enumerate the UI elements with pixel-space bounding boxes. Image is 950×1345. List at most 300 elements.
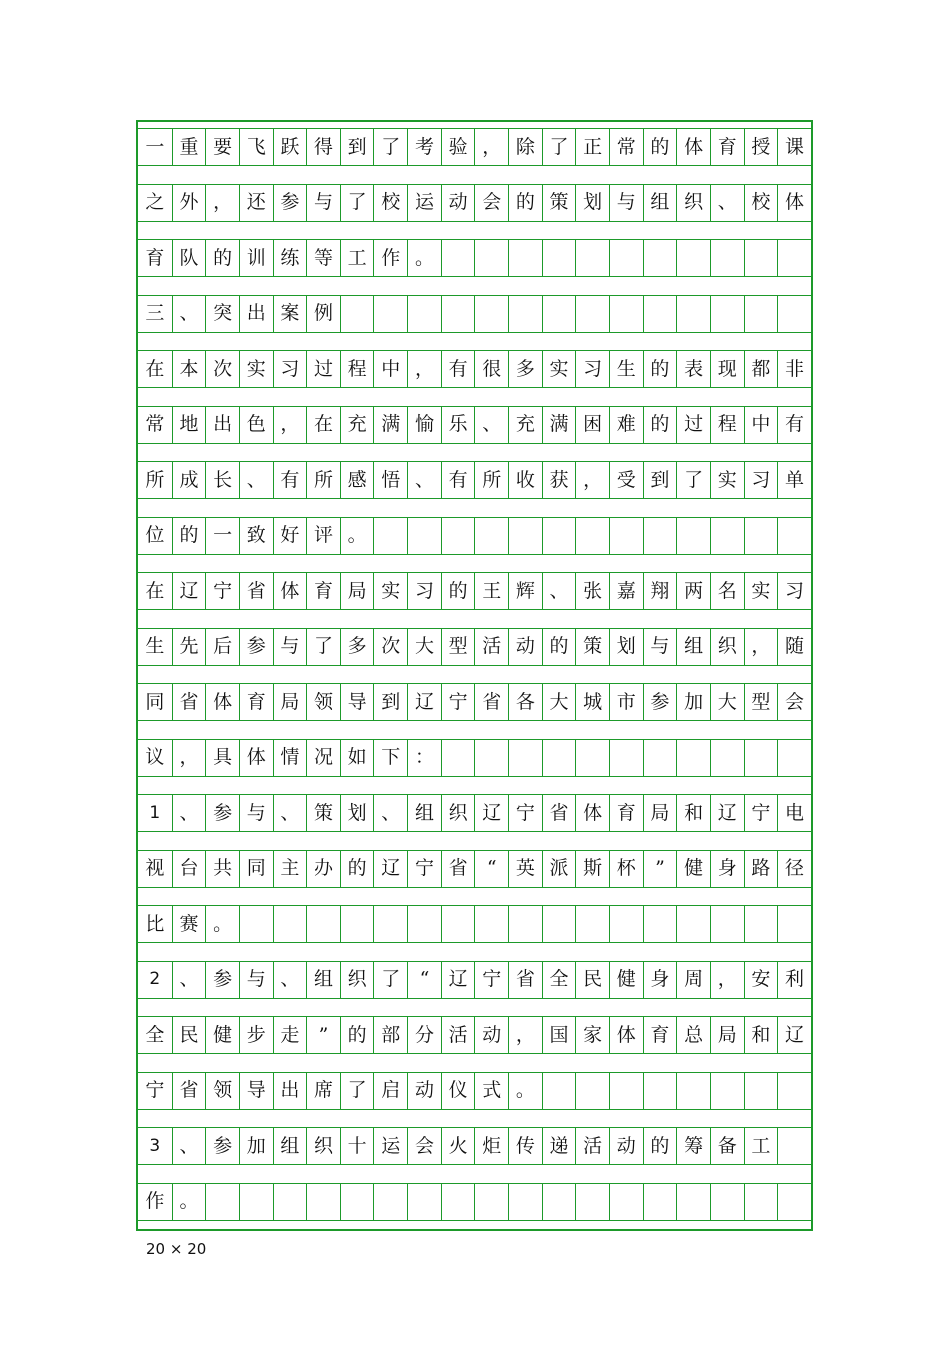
- grid-cell: 难: [609, 406, 643, 444]
- grid-cell: 生: [138, 628, 172, 666]
- grid-cell: [542, 739, 576, 777]
- grid-cell: 十: [340, 1127, 374, 1165]
- grid-cell: 与: [643, 628, 677, 666]
- grid-row: [138, 628, 811, 666]
- grid-cell: 获: [542, 461, 576, 499]
- grid-cell: 身: [643, 961, 677, 999]
- grid-cell: 习: [575, 350, 609, 388]
- grid-cell: 策: [542, 184, 576, 222]
- grid-cell: 宁: [441, 683, 475, 721]
- grid-cell: [676, 1072, 710, 1110]
- grid-cell: 了: [306, 628, 340, 666]
- grid-cell: 全: [542, 961, 576, 999]
- grid-cell: “: [407, 961, 441, 999]
- grid-cell: [575, 517, 609, 555]
- grid-cell: [575, 239, 609, 277]
- grid-cell: 到: [643, 461, 677, 499]
- grid-cell: 局: [643, 794, 677, 832]
- grid-cell: [575, 295, 609, 333]
- grid-cell: [306, 1183, 340, 1221]
- grid-row: [138, 683, 811, 721]
- grid-cell: 视: [138, 850, 172, 888]
- grid-cell: 省: [172, 1072, 206, 1110]
- grid-cell: 席: [306, 1072, 340, 1110]
- grid-cell: 的: [340, 1016, 374, 1054]
- grid-cell: 到: [373, 683, 407, 721]
- grid-cell: 大: [407, 628, 441, 666]
- grid-cell: 织: [710, 628, 744, 666]
- grid-cell: 非: [777, 350, 811, 388]
- grid-cell: 生: [609, 350, 643, 388]
- grid-cell: 成: [172, 461, 206, 499]
- grid-cell: 有: [441, 461, 475, 499]
- grid-cell: 步: [239, 1016, 273, 1054]
- grid-cell: [239, 905, 273, 943]
- grid-cell: 辽: [373, 850, 407, 888]
- grid-cell: 组: [407, 794, 441, 832]
- grid-cell: 身: [710, 850, 744, 888]
- grid-cell: 民: [172, 1016, 206, 1054]
- grid-cell: 省: [239, 572, 273, 610]
- grid-cell: 多: [508, 350, 542, 388]
- grid-cell: 径: [777, 850, 811, 888]
- grid-cell: 、: [542, 572, 576, 610]
- grid-cell: 习: [407, 572, 441, 610]
- grid-cell: [710, 239, 744, 277]
- grid-size-label: 20 × 20: [146, 1240, 207, 1258]
- grid-cell: 都: [744, 350, 778, 388]
- grid-cell: 一: [138, 128, 172, 166]
- grid-cell: 、: [474, 406, 508, 444]
- grid-cell: 、: [172, 794, 206, 832]
- grid-cell: 议: [138, 739, 172, 777]
- grid-cell: 、: [407, 461, 441, 499]
- grid-cell: [508, 1183, 542, 1221]
- grid-cell: 情: [273, 739, 307, 777]
- grid-cell: ，: [407, 350, 441, 388]
- grid-cell: 下: [373, 739, 407, 777]
- grid-cell: [474, 239, 508, 277]
- grid-cell: 大: [710, 683, 744, 721]
- grid-cell: [777, 295, 811, 333]
- grid-cell: [609, 905, 643, 943]
- grid-cell: 领: [306, 683, 340, 721]
- grid-cell: [340, 905, 374, 943]
- grid-cell: 具: [205, 739, 239, 777]
- grid-cell: 导: [239, 1072, 273, 1110]
- grid-cell: 杯: [609, 850, 643, 888]
- grid-cell: [407, 517, 441, 555]
- grid-cell: [744, 239, 778, 277]
- grid-cell: 受: [609, 461, 643, 499]
- grid-row: [138, 239, 811, 277]
- grid-row: [138, 406, 811, 444]
- grid-cell: 了: [373, 961, 407, 999]
- grid-cell: 组: [643, 184, 677, 222]
- grid-cell: 动: [407, 1072, 441, 1110]
- grid-cell: 三: [138, 295, 172, 333]
- grid-cell: 、: [273, 961, 307, 999]
- grid-cell: 实: [542, 350, 576, 388]
- grid-cell: 组: [306, 961, 340, 999]
- grid-cell: [643, 295, 677, 333]
- grid-cell: [744, 905, 778, 943]
- grid-cell: 后: [205, 628, 239, 666]
- grid-cell: 筹: [676, 1127, 710, 1165]
- grid-cell: [474, 905, 508, 943]
- grid-cell: [777, 1183, 811, 1221]
- grid-cell: 除: [508, 128, 542, 166]
- grid-cell: [373, 1183, 407, 1221]
- grid-cell: 、: [172, 961, 206, 999]
- grid-cell: 出: [205, 406, 239, 444]
- grid-cell: 还: [239, 184, 273, 222]
- grid-cell: [273, 1183, 307, 1221]
- grid-cell: 突: [205, 295, 239, 333]
- grid-cell: 总: [676, 1016, 710, 1054]
- grid-cell: 参: [273, 184, 307, 222]
- grid-cell: 局: [710, 1016, 744, 1054]
- grid-cell: [609, 295, 643, 333]
- grid-cell: 活: [575, 1127, 609, 1165]
- grid-cell: 在: [306, 406, 340, 444]
- grid-cell: 随: [777, 628, 811, 666]
- grid-cell: 式: [474, 1072, 508, 1110]
- grid-cell: 动: [508, 628, 542, 666]
- grid-cell: 乐: [441, 406, 475, 444]
- grid-cell: [373, 905, 407, 943]
- grid-cell: 训: [239, 239, 273, 277]
- grid-cell: [676, 295, 710, 333]
- grid-cell: [777, 739, 811, 777]
- grid-cell: 的: [340, 850, 374, 888]
- grid-cell: 导: [340, 683, 374, 721]
- grid-cell: [508, 905, 542, 943]
- grid-cell: 次: [373, 628, 407, 666]
- grid-cell: [676, 905, 710, 943]
- grid-cell: 中: [744, 406, 778, 444]
- grid-cell: 组: [273, 1127, 307, 1165]
- grid-cell: 与: [239, 794, 273, 832]
- grid-cell: 省: [508, 961, 542, 999]
- grid-cell: 路: [744, 850, 778, 888]
- grid-cell: [643, 517, 677, 555]
- grid-cell: [441, 239, 475, 277]
- grid-cell: ”: [643, 850, 677, 888]
- grid-cell: 例: [306, 295, 340, 333]
- grid-cell: [676, 517, 710, 555]
- grid-cell: 比: [138, 905, 172, 943]
- grid-cell: 织: [340, 961, 374, 999]
- grid-cell: 活: [441, 1016, 475, 1054]
- grid-cell: 。: [340, 517, 374, 555]
- grid-cell: 组: [676, 628, 710, 666]
- grid-row: [138, 350, 811, 388]
- grid-cell: 充: [340, 406, 374, 444]
- grid-cell: [744, 739, 778, 777]
- grid-cell: 2: [138, 961, 172, 999]
- grid-cell: 城: [575, 683, 609, 721]
- grid-cell: 参: [643, 683, 677, 721]
- grid-cell: 要: [205, 128, 239, 166]
- grid-cell: 到: [340, 128, 374, 166]
- grid-cell: 加: [239, 1127, 273, 1165]
- grid-cell: 的: [643, 128, 677, 166]
- grid-cell: 地: [172, 406, 206, 444]
- grid-cell: 很: [474, 350, 508, 388]
- grid-row: [138, 572, 811, 610]
- grid-cell: 会: [777, 683, 811, 721]
- grid-cell: 中: [373, 350, 407, 388]
- grid-cell: [340, 1183, 374, 1221]
- grid-cell: 周: [676, 961, 710, 999]
- grid-cell: 正: [575, 128, 609, 166]
- grid-cell: [542, 239, 576, 277]
- grid-cell: [542, 295, 576, 333]
- grid-cell: 辽: [777, 1016, 811, 1054]
- grid-cell: 两: [676, 572, 710, 610]
- grid-cell: 如: [340, 739, 374, 777]
- grid-cell: 领: [205, 1072, 239, 1110]
- grid-cell: 织: [441, 794, 475, 832]
- grid-cell: 部: [373, 1016, 407, 1054]
- grid-row: [138, 128, 811, 166]
- grid-cell: 满: [542, 406, 576, 444]
- grid-cell: [474, 1183, 508, 1221]
- grid-cell: 致: [239, 517, 273, 555]
- grid-cell: 次: [205, 350, 239, 388]
- grid-cell: 赛: [172, 905, 206, 943]
- grid-cell: 收: [508, 461, 542, 499]
- grid-cell: [676, 239, 710, 277]
- grid-cell: [205, 1183, 239, 1221]
- grid-cell: 同: [138, 683, 172, 721]
- grid-cell: [441, 517, 475, 555]
- grid-cell: ，: [575, 461, 609, 499]
- grid-cell: 同: [239, 850, 273, 888]
- grid-cell: [508, 739, 542, 777]
- grid-cell: 的: [643, 350, 677, 388]
- grid-cell: 英: [508, 850, 542, 888]
- grid-cell: 色: [239, 406, 273, 444]
- grid-cell: 辽: [172, 572, 206, 610]
- grid-cell: [575, 1183, 609, 1221]
- grid-cell: 策: [306, 794, 340, 832]
- grid-cell: 参: [205, 1127, 239, 1165]
- grid-cell: 愉: [407, 406, 441, 444]
- grid-cell: 队: [172, 239, 206, 277]
- grid-cell: 参: [205, 961, 239, 999]
- grid-cell: 划: [575, 184, 609, 222]
- grid-cell: 所: [474, 461, 508, 499]
- grid-cell: [306, 905, 340, 943]
- grid-cell: 体: [609, 1016, 643, 1054]
- grid-cell: 育: [239, 683, 273, 721]
- grid-cell: 与: [609, 184, 643, 222]
- grid-cell: 张: [575, 572, 609, 610]
- grid-cell: 。: [407, 239, 441, 277]
- grid-cell: [575, 905, 609, 943]
- grid-cell: 火: [441, 1127, 475, 1165]
- grid-cell: 所: [138, 461, 172, 499]
- grid-cell: [474, 517, 508, 555]
- grid-cell: 所: [306, 461, 340, 499]
- manuscript-grid: [136, 120, 813, 1231]
- grid-cell: 宁: [138, 1072, 172, 1110]
- grid-row: [138, 517, 811, 555]
- grid-cell: [744, 1072, 778, 1110]
- grid-cell: [710, 1183, 744, 1221]
- grid-cell: 炬: [474, 1127, 508, 1165]
- grid-cell: 动: [609, 1127, 643, 1165]
- grid-cell: 电: [777, 794, 811, 832]
- grid-cell: 健: [676, 850, 710, 888]
- grid-cell: [273, 905, 307, 943]
- grid-cell: [710, 517, 744, 555]
- grid-cell: 安: [744, 961, 778, 999]
- grid-cell: 宁: [407, 850, 441, 888]
- grid-cell: 一: [205, 517, 239, 555]
- grid-cell: 大: [542, 683, 576, 721]
- grid-cell: 和: [744, 1016, 778, 1054]
- grid-cell: 飞: [239, 128, 273, 166]
- grid-cell: 育: [138, 239, 172, 277]
- grid-cell: 、: [172, 295, 206, 333]
- grid-cell: 习: [777, 572, 811, 610]
- grid-cell: 嘉: [609, 572, 643, 610]
- grid-cell: [710, 739, 744, 777]
- grid-cell: [777, 1072, 811, 1110]
- grid-cell: 评: [306, 517, 340, 555]
- grid-cell: [542, 1072, 576, 1110]
- grid-cell: 备: [710, 1127, 744, 1165]
- grid-cell: [441, 295, 475, 333]
- grid-row: [138, 295, 811, 333]
- grid-cell: 运: [407, 184, 441, 222]
- grid-cell: 的: [508, 184, 542, 222]
- grid-cell: 与: [239, 961, 273, 999]
- grid-cell: 利: [777, 961, 811, 999]
- grid-cell: 了: [340, 1072, 374, 1110]
- grid-cell: 翔: [643, 572, 677, 610]
- grid-cell: 织: [306, 1127, 340, 1165]
- grid-cell: 、: [172, 1127, 206, 1165]
- grid-cell: 运: [373, 1127, 407, 1165]
- grid-cell: 。: [172, 1183, 206, 1221]
- grid-cell: [643, 1183, 677, 1221]
- grid-row: [138, 739, 811, 777]
- grid-cell: 体: [676, 128, 710, 166]
- grid-cell: 局: [273, 683, 307, 721]
- grid-cell: 工: [340, 239, 374, 277]
- grid-cell: 长: [205, 461, 239, 499]
- grid-cell: ，: [273, 406, 307, 444]
- grid-cell: 策: [575, 628, 609, 666]
- grid-cell: [609, 239, 643, 277]
- grid-cell: 分: [407, 1016, 441, 1054]
- grid-cell: 共: [205, 850, 239, 888]
- grid-cell: 省: [441, 850, 475, 888]
- grid-cell: 体: [273, 572, 307, 610]
- grid-cell: ，: [508, 1016, 542, 1054]
- grid-cell: 体: [575, 794, 609, 832]
- grid-cell: 悟: [373, 461, 407, 499]
- grid-cell: [441, 905, 475, 943]
- grid-cell: [744, 517, 778, 555]
- grid-cell: [474, 739, 508, 777]
- grid-cell: [340, 295, 374, 333]
- grid-cell: 体: [777, 184, 811, 222]
- grid-row: [138, 1183, 811, 1221]
- grid-cell: 宁: [205, 572, 239, 610]
- grid-cell: 充: [508, 406, 542, 444]
- grid-cell: ，: [205, 184, 239, 222]
- grid-cell: 1: [138, 794, 172, 832]
- grid-cell: 活: [474, 628, 508, 666]
- grid-row: [138, 1016, 811, 1054]
- grid-row: [138, 850, 811, 888]
- grid-cell: 验: [441, 128, 475, 166]
- grid-cell: [474, 295, 508, 333]
- grid-cell: [508, 239, 542, 277]
- grid-cell: 派: [542, 850, 576, 888]
- grid-cell: 感: [340, 461, 374, 499]
- grid-cell: ，: [710, 961, 744, 999]
- grid-cell: 了: [340, 184, 374, 222]
- grid-cell: [643, 239, 677, 277]
- grid-cell: 、: [373, 794, 407, 832]
- grid-cell: [407, 295, 441, 333]
- grid-cell: [441, 1183, 475, 1221]
- grid-cell: 实: [744, 572, 778, 610]
- grid-cell: 台: [172, 850, 206, 888]
- grid-cell: [609, 1183, 643, 1221]
- grid-cell: 有: [273, 461, 307, 499]
- grid-cell: [373, 295, 407, 333]
- grid-cell: 育: [306, 572, 340, 610]
- grid-cell: [441, 739, 475, 777]
- grid-cell: 习: [744, 461, 778, 499]
- grid-cell: [643, 1072, 677, 1110]
- grid-cell: 重: [172, 128, 206, 166]
- grid-cell: 参: [239, 628, 273, 666]
- grid-cell: 。: [508, 1072, 542, 1110]
- grid-cell: [710, 905, 744, 943]
- grid-cell: 、: [273, 794, 307, 832]
- grid-cell: 之: [138, 184, 172, 222]
- grid-cell: [575, 739, 609, 777]
- grid-cell: 辽: [474, 794, 508, 832]
- grid-cell: [777, 1127, 811, 1165]
- grid-cell: [373, 517, 407, 555]
- grid-cell: 先: [172, 628, 206, 666]
- grid-cell: ：: [407, 739, 441, 777]
- grid-cell: 宁: [744, 794, 778, 832]
- grid-cell: 校: [373, 184, 407, 222]
- grid-cell: 作: [373, 239, 407, 277]
- grid-cell: 递: [542, 1127, 576, 1165]
- grid-cell: [609, 517, 643, 555]
- grid-cell: 等: [306, 239, 340, 277]
- grid-cell: 授: [744, 128, 778, 166]
- grid-cell: 育: [609, 794, 643, 832]
- grid-cell: 实: [710, 461, 744, 499]
- grid-cell: 表: [676, 350, 710, 388]
- grid-cell: 、: [710, 184, 744, 222]
- grid-cell: ，: [744, 628, 778, 666]
- grid-cell: 与: [306, 184, 340, 222]
- grid-cell: 办: [306, 850, 340, 888]
